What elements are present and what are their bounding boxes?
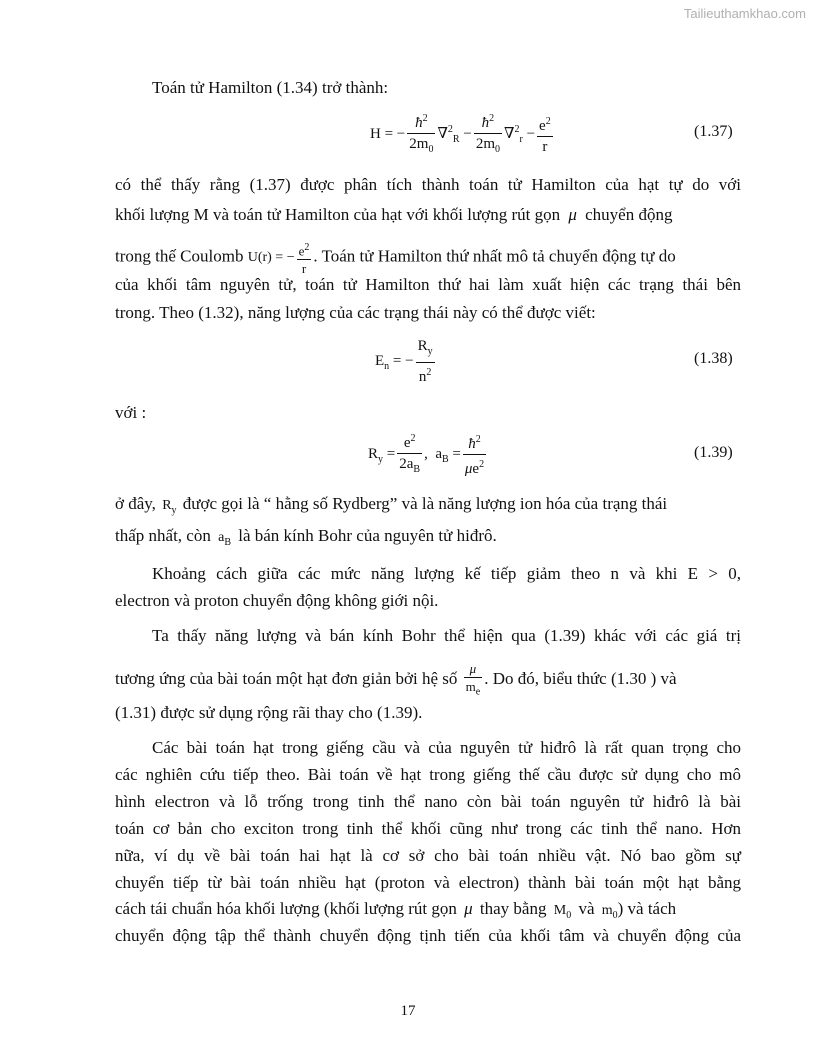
paragraph-line: chuyển động tập thể thành chuyển động tịnh tiến của khối tâm và chuyển động của: [115, 926, 741, 945]
paragraph-line: của khối tâm nguyên tử, toán tử Hamilton thứ hai làm xuất hiện các trạng thái bên: [115, 275, 741, 294]
paragraph-line: chuyển tiếp từ bài toán nhiều hạt (proton và electron) thành bài toán một hạt bằng: [115, 873, 741, 892]
text-segment: khối lượng M và toán tử Hamilton của hạt với khối lượng rút gọn: [115, 205, 561, 224]
text-segment: chuyển động: [585, 205, 673, 224]
text-segment: trong thế Coulomb: [115, 246, 244, 266]
paragraph-line: [115, 240, 741, 276]
equation-1-38: $E_n$ = − $\frac{R_y}{n^2}$: [375, 338, 433, 385]
text-segment: ) và tách: [617, 899, 677, 918]
paragraph-line: nữa, ví dụ về bài toán hai hạt là cơ sở cho bài toán nhiều vật. Nó bao gồm sự: [115, 846, 741, 865]
equation-1-37: H = − $\frac{ħ^2}{2m_0}$ ∇$^2_R$ − $\frac{ħ^2}{2m_0}$ ∇$^2_r$ − $\frac{e^2}{r}$: [370, 110, 555, 159]
coulomb-potential: U(r) = − $\frac{e^2}{r}$: [247, 242, 310, 277]
text-segment: được gọi là “ hằng số Rydberg” và là năng lượng ion hóa của trạng thái: [182, 494, 668, 513]
page-number: 17: [400, 1003, 416, 1019]
paragraph-line: Khoảng cách giữa các mức năng lượng kế tiếp giảm theo n và khi E > 0,: [152, 564, 741, 583]
paragraph-line: (1.31) được sử dụng rộng rãi thay cho (1.39).: [115, 703, 423, 722]
paragraph-line: với :: [115, 403, 147, 422]
paragraph-line: hình electron và lỗ trống trong tinh thể nano còn bài toán nguyên tử hiđrô là bài: [115, 792, 741, 811]
text-segment: thay bằng: [479, 899, 547, 918]
paragraph-line: Các bài toán hạt trong giếng cầu và của nguyên tử hiđrô là rất quan trọng cho: [152, 738, 741, 757]
paragraph-line: thấp nhất, còn $a_B$ là bán kính Bohr của nguyên tử hiđrô.: [115, 526, 497, 548]
paragraph-line: Toán tử Hamilton (1.34) trở thành:: [152, 78, 389, 97]
text-segment: là bán kính Bohr của nguyên tử hiđrô.: [238, 526, 497, 545]
text-segment: . Toán tử Hamilton thứ nhất mô tả chuyển động tự do: [313, 246, 676, 266]
equation-1-39: $R_y$ = $\frac{e^2}{2a_B}$ , $a_B$ = $\frac{ħ^2}{\mu e^2}$: [368, 430, 488, 479]
text-segment: thấp nhất, còn: [115, 526, 211, 545]
paragraph-line: cách tái chuẩn hóa khối lượng (khối lượng rút gọn μ thay bằng $M_0$ và $m_0$) và tách: [115, 899, 677, 921]
equation-number: (1.38): [694, 350, 733, 367]
paragraph-line: tương ứng của bài toán một hạt đơn giản bởi hệ số $\frac{\mu}{m_e}$ . Do đó, biểu thức (1.30 ) và: [115, 661, 677, 698]
watermark: Tailieuthamkhao.com: [683, 6, 806, 21]
equation-number: (1.39): [694, 444, 733, 461]
paragraph-line: electron và proton chuyển động không giới nội.: [115, 591, 439, 610]
paragraph-line: ở đây, $R_y$ được gọi là “ hằng số Rydberg” và là năng lượng ion hóa của trạng thái: [115, 494, 668, 516]
text-segment: và: [578, 899, 595, 918]
paragraph-line: trong. Theo (1.32), năng lượng của các trạng thái này có thể được viết:: [115, 303, 596, 322]
paragraph-line: khối lượng M và toán tử Hamilton của hạt với khối lượng rút gọn μ chuyển động: [115, 205, 673, 224]
paragraph-line: toán cơ bản cho exciton trong tinh thể khối cũng như trong các tinh thể nano. Hơn: [115, 819, 741, 838]
paragraph-line: các nghiên cứu tiếp theo. Bài toán về hạt trong giếng thế cầu được sử dụng cho mô: [115, 765, 741, 784]
paragraph-line: có thể thấy rằng (1.37) được phân tích thành toán tử Hamilton của hạt tự do với: [115, 175, 741, 194]
text-segment: ở đây,: [115, 494, 156, 513]
equation-number: (1.37): [694, 123, 733, 140]
text-segment: cách tái chuẩn hóa khối lượng (khối lượng rút gọn: [115, 899, 457, 918]
text-segment: tương ứng của bài toán một hạt đơn giản bởi hệ số: [115, 669, 458, 689]
text-segment: . Do đó, biểu thức (1.30 ) và: [484, 669, 677, 689]
paragraph-line: Ta thấy năng lượng và bán kính Bohr thể hiện qua (1.39) khác với các giá trị: [152, 626, 741, 645]
